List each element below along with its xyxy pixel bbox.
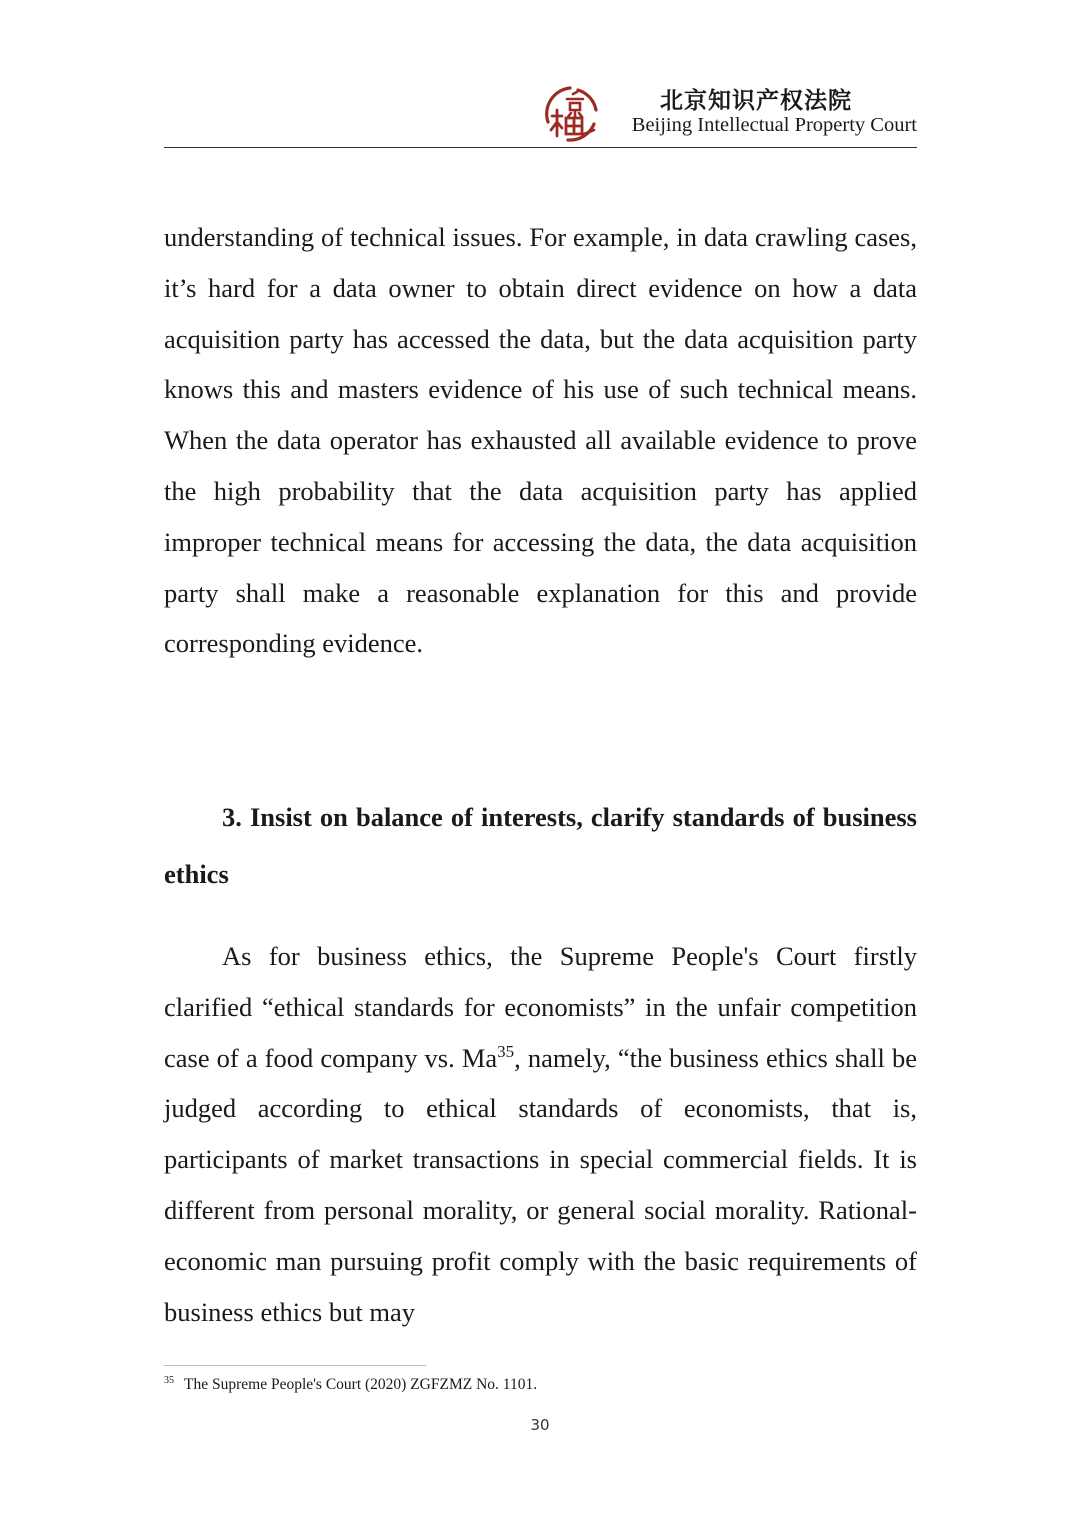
footnote-text: The Supreme People's Court (2020) ZGFZMZ No. 1101. bbox=[184, 1376, 538, 1393]
header-divider bbox=[164, 147, 917, 148]
court-seal-logo-icon bbox=[540, 82, 602, 144]
footnote-divider bbox=[164, 1365, 426, 1366]
court-name-english: Beijing Intellectual Property Court bbox=[631, 114, 917, 136]
footnote-mark: 35 bbox=[164, 1375, 174, 1386]
body-paragraph-2 bbox=[164, 931, 917, 1337]
court-name-chinese: 北京知识产权法院 bbox=[660, 88, 852, 114]
footnote bbox=[164, 1376, 537, 1394]
paragraph-2-text-start: As for business ethics, the Supreme People's Court firstly clarified “ethical standards for economists” in the unfair competition case of a food company vs. Ma bbox=[164, 941, 917, 1073]
footnote-reference[interactable]: 35 bbox=[497, 1041, 515, 1061]
section-heading-text: 3. Insist on balance of interests, clarify standards of business ethics bbox=[164, 802, 917, 889]
body-paragraph-1: understanding of technical issues. For example, in data crawling cases, it’s hard for a data owner to obtain direct evidence on how a data acquisition party has accessed the data, but the data acquisition party knows this and masters evidence of his use of such technical means. When the data operator has exhausted all available evidence to prove the high probability that the data acquisition party has applied improper technical means for accessing the data, the data acquisition party shall make a reasonable explanation for this and provide corresponding evidence. bbox=[164, 222, 917, 659]
section-heading bbox=[164, 789, 917, 902]
paragraph-2-text-end: , namely, “the business ethics shall be judged according to ethical standards of economists, that is, participants of market transactions in special commercial fields. It is different from personal morality, or general social morality. Rational-economic man pursuing profit comply with the basic requirements of business ethics but may bbox=[164, 1042, 917, 1327]
page-header bbox=[164, 80, 917, 148]
page-number: 30 bbox=[530, 1416, 550, 1434]
